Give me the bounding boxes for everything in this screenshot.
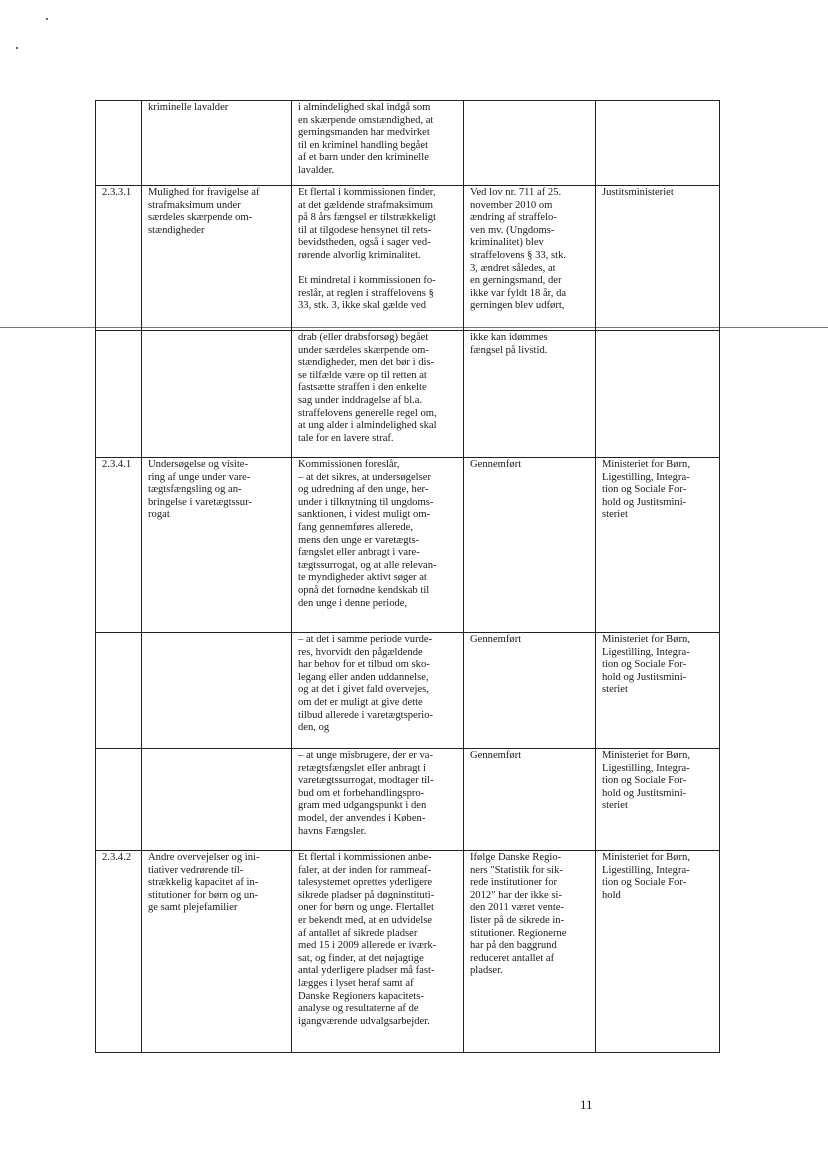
- table-row: [96, 749, 720, 851]
- table-row: [96, 633, 720, 749]
- status-cell: Ifølge Danske Regio- ners "Statistik for sik- rede institutioner for 2012" har der ikke si- den 2011 været vente- lister på de sikrede in- stitutioner. Regionerne har på den baggrund reduceret antallet af pladser.: [464, 851, 596, 1053]
- section-number: [96, 749, 142, 851]
- recommendation-cell: Et flertal i kommissionen finder, at det gældende strafmaksimum på 8 års fængsel er tilstrækkeligt til at tilgodese hensynet til rets- bevidstheden, også i sager ved- rørende alvorlig kriminalitet. Et mindretal i kommissionen fo- reslår, at reglen i straffelovens § 33, stk. 3, ikke skal gælde ved: [292, 186, 464, 331]
- ministry-cell: Ministeriet for Børn, Ligestilling, Integra- tion og Sociale For- hold: [596, 851, 720, 1053]
- ministry-cell: Ministeriet for Børn, Ligestilling, Integra- tion og Sociale For- hold og Justitsmini- steriet: [596, 458, 720, 633]
- status-cell: Ved lov nr. 711 af 25. november 2010 om ændring af straffelo- ven mv. (Ungdoms- kriminalitet) blev straffelovens § 33, stk. 3, ændret således, at en gerningsmand, der ikke var fyldt 18 år, da gerningen blev udført,: [464, 186, 596, 331]
- status-cell: ikke kan idømmes fængsel på livstid.: [464, 331, 596, 458]
- scan-speck: [46, 18, 48, 20]
- ministry-cell: Ministeriet for Børn, Ligestilling, Integra- tion og Sociale For- hold og Justitsmini- steriet: [596, 749, 720, 851]
- topic-cell: Mulighed for fravigelse af strafmaksimum under særdeles skærpende om- stændigheder: [142, 186, 292, 331]
- topic-cell: Andre overvejelser og ini- tiativer vedrørende til- strækkelig kapacitet af in- stitutioner for børn og un- ge samt plejefamilier: [142, 851, 292, 1053]
- ministry-cell: [596, 101, 720, 186]
- topic-cell: Undersøgelse og visite- ring af unge under vare- tægtsfængsling og an- bringelse i varetægtssur- rogat: [142, 458, 292, 633]
- recommendation-cell: – at det i samme periode vurde- res, hvorvidt den pågældende har behov for et tilbud om sko- legang eller anden uddannelse, og at det i givet fald overvejes, om det er muligt at give dette tilbud allerede i varetægtsperio- den, og: [292, 633, 464, 749]
- status-cell: [464, 101, 596, 186]
- section-number: 2.3.4.2: [96, 851, 142, 1053]
- section-number: 2.3.3.1: [96, 186, 142, 331]
- section-number: [96, 633, 142, 749]
- section-number: [96, 331, 142, 458]
- ministry-cell: Justitsministeriet: [596, 186, 720, 331]
- table-row: [96, 186, 720, 331]
- status-cell: Gennemført: [464, 749, 596, 851]
- ministry-cell: [596, 331, 720, 458]
- section-number: 2.3.4.1: [96, 458, 142, 633]
- scan-speck: [16, 47, 18, 49]
- topic-cell: [142, 331, 292, 458]
- recommendation-cell: i almindelighed skal indgå som en skærpende omstændighed, at gerningsmanden har medvirket til en kriminel handling begået af et barn under den kriminelle lavalder.: [292, 101, 464, 186]
- topic-cell: [142, 633, 292, 749]
- recommendations-table: [95, 100, 720, 1053]
- page-number: 11: [580, 1097, 593, 1112]
- recommendation-cell: drab (eller drabsforsøg) begået under særdeles skærpende om- stændigheder, men det bør i dis- se tilfælde være op til retten at fastsætte straffen i den enkelte sag under inddragelse af bl.a. straffelovens generelle regel om, at ung alder i almindelighed skal tale for en lavere straf.: [292, 331, 464, 458]
- status-cell: Gennemført: [464, 458, 596, 633]
- recommendation-cell: – at unge misbrugere, der er va- retægtsfængslet eller anbragt i varetægtssurrogat, modtager til- bud om et forbehandlingspro- gram med udgangspunkt i den model, der anvendes i Køben- havns Fængsler.: [292, 749, 464, 851]
- table-row: [96, 101, 720, 186]
- table-row: [96, 851, 720, 1053]
- recommendation-cell: Et flertal i kommissionen anbe- faler, at der inden for rammeaf- talesystemet oprettes yderligere sikrede pladser på døgninstituti- oner for børn og unge. Flertallet er bekendt med, at en udvidelse af antallet af sikrede pladser med 15 i 2009 allerede er iværk- sat, og finder, at det nøjagtige antal yderligere pladser må fast- lægges i lyset heraf samt af Danske Regioners kapacitets- analyse og resultaterne af de igangværende udvalgsarbejder.: [292, 851, 464, 1053]
- topic-cell: [142, 749, 292, 851]
- ministry-cell: Ministeriet for Børn, Ligestilling, Integra- tion og Sociale For- hold og Justitsmini- steriet: [596, 633, 720, 749]
- topic-cell: kriminelle lavalder: [142, 101, 292, 186]
- table-row: [96, 458, 720, 633]
- section-number: [96, 101, 142, 186]
- status-cell: Gennemført: [464, 633, 596, 749]
- table-row: [96, 331, 720, 458]
- recommendation-cell: Kommissionen foreslår, – at det sikres, at undersøgelser og udredning af den unge, her- under i tilknytning til ungdoms- sanktionen, i videst muligt om- fang gennemføres allerede, mens den unge er varetægts- fængslet eller anbragt i vare- tægtssurrogat, og at alle relevan- te myndigheder aktivt søger at opnå det fornødne kendskab til den unge i denne periode,: [292, 458, 464, 633]
